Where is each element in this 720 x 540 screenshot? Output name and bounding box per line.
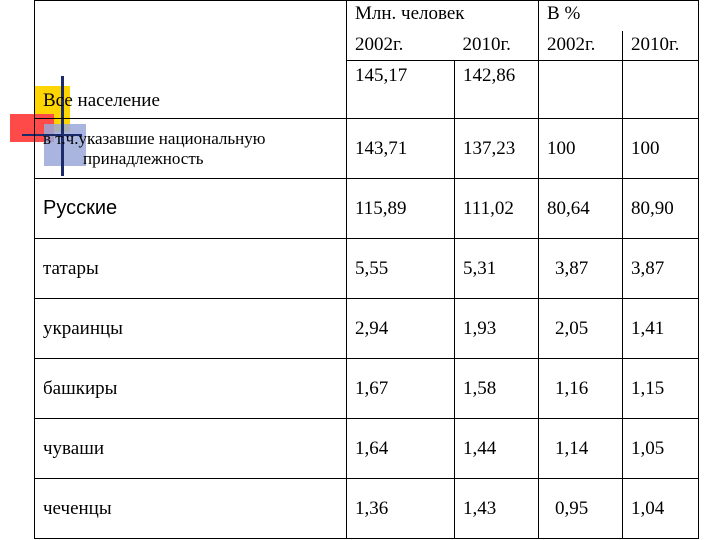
table-row [35,479,699,539]
cell-pct-2002: 80,64 [539,179,623,239]
cell-mln-2002: 1,36 [347,479,455,539]
table-row [35,119,699,179]
table-row [35,179,699,239]
cell-mln-2002: 2,94 [347,299,455,359]
cell-pct-2010 [623,61,699,119]
cell-pct-2002: 2,05 [539,299,623,359]
cell-mln-2010: 5,31 [455,239,539,299]
cell-pct-2010: 1,04 [623,479,699,539]
row-label-all: Все население [35,1,347,119]
cell-mln-2010: 1,93 [455,299,539,359]
cell-mln-2010: 1,43 [455,479,539,539]
row-label-russians: Русские [35,179,347,239]
cell-pct-2010: 3,87 [623,239,699,299]
header-year-pct-2010: 2010г. [623,31,699,61]
header-year-mln-2002: 2002г. [347,31,455,61]
row-label-declared: в т.ч.указавшие национальную принадлежность [35,119,347,179]
cell-mln-2002: 143,71 [347,119,455,179]
row-label-chechens: чеченцы [35,479,347,539]
row-label-tatars: татары [35,239,347,299]
cell-pct-2002: 0,95 [539,479,623,539]
header-year-mln-2010: 2010г. [455,31,539,61]
cell-mln-2010: 1,58 [455,359,539,419]
cell-pct-2002: 3,87 [539,239,623,299]
cell-pct-2010: 100 [623,119,699,179]
header-row-groups [35,1,699,31]
population-table [34,0,699,539]
cell-pct-2010: 1,05 [623,419,699,479]
cell-pct-2010: 80,90 [623,179,699,239]
cell-mln-2002: 1,67 [347,359,455,419]
table-row [35,359,699,419]
cell-mln-2010: 142,86 [455,61,539,119]
cell-mln-2002: 1,64 [347,419,455,479]
cell-mln-2002: 5,55 [347,239,455,299]
row-label-chuvash: чуваши [35,419,347,479]
row-label-bashkirs: башкиры [35,359,347,419]
cell-pct-2010: 1,41 [623,299,699,359]
table-row [35,239,699,299]
cell-mln-2010: 1,44 [455,419,539,479]
header-mln: Млн. человек [347,1,539,31]
cell-pct-2002: 1,16 [539,359,623,419]
header-year-pct-2002: 2002г. [539,31,623,61]
cell-mln-2010: 137,23 [455,119,539,179]
cell-pct-2002 [539,61,623,119]
cell-mln-2002: 115,89 [347,179,455,239]
table-row [35,419,699,479]
cell-pct-2010: 1,15 [623,359,699,419]
row-label-ukrainians: украинцы [35,299,347,359]
cell-pct-2002: 100 [539,119,623,179]
cell-pct-2002: 1,14 [539,419,623,479]
header-pct: В % [539,1,699,31]
cell-mln-2002: 145,17 [347,61,455,119]
cell-mln-2010: 111,02 [455,179,539,239]
table-row [35,299,699,359]
